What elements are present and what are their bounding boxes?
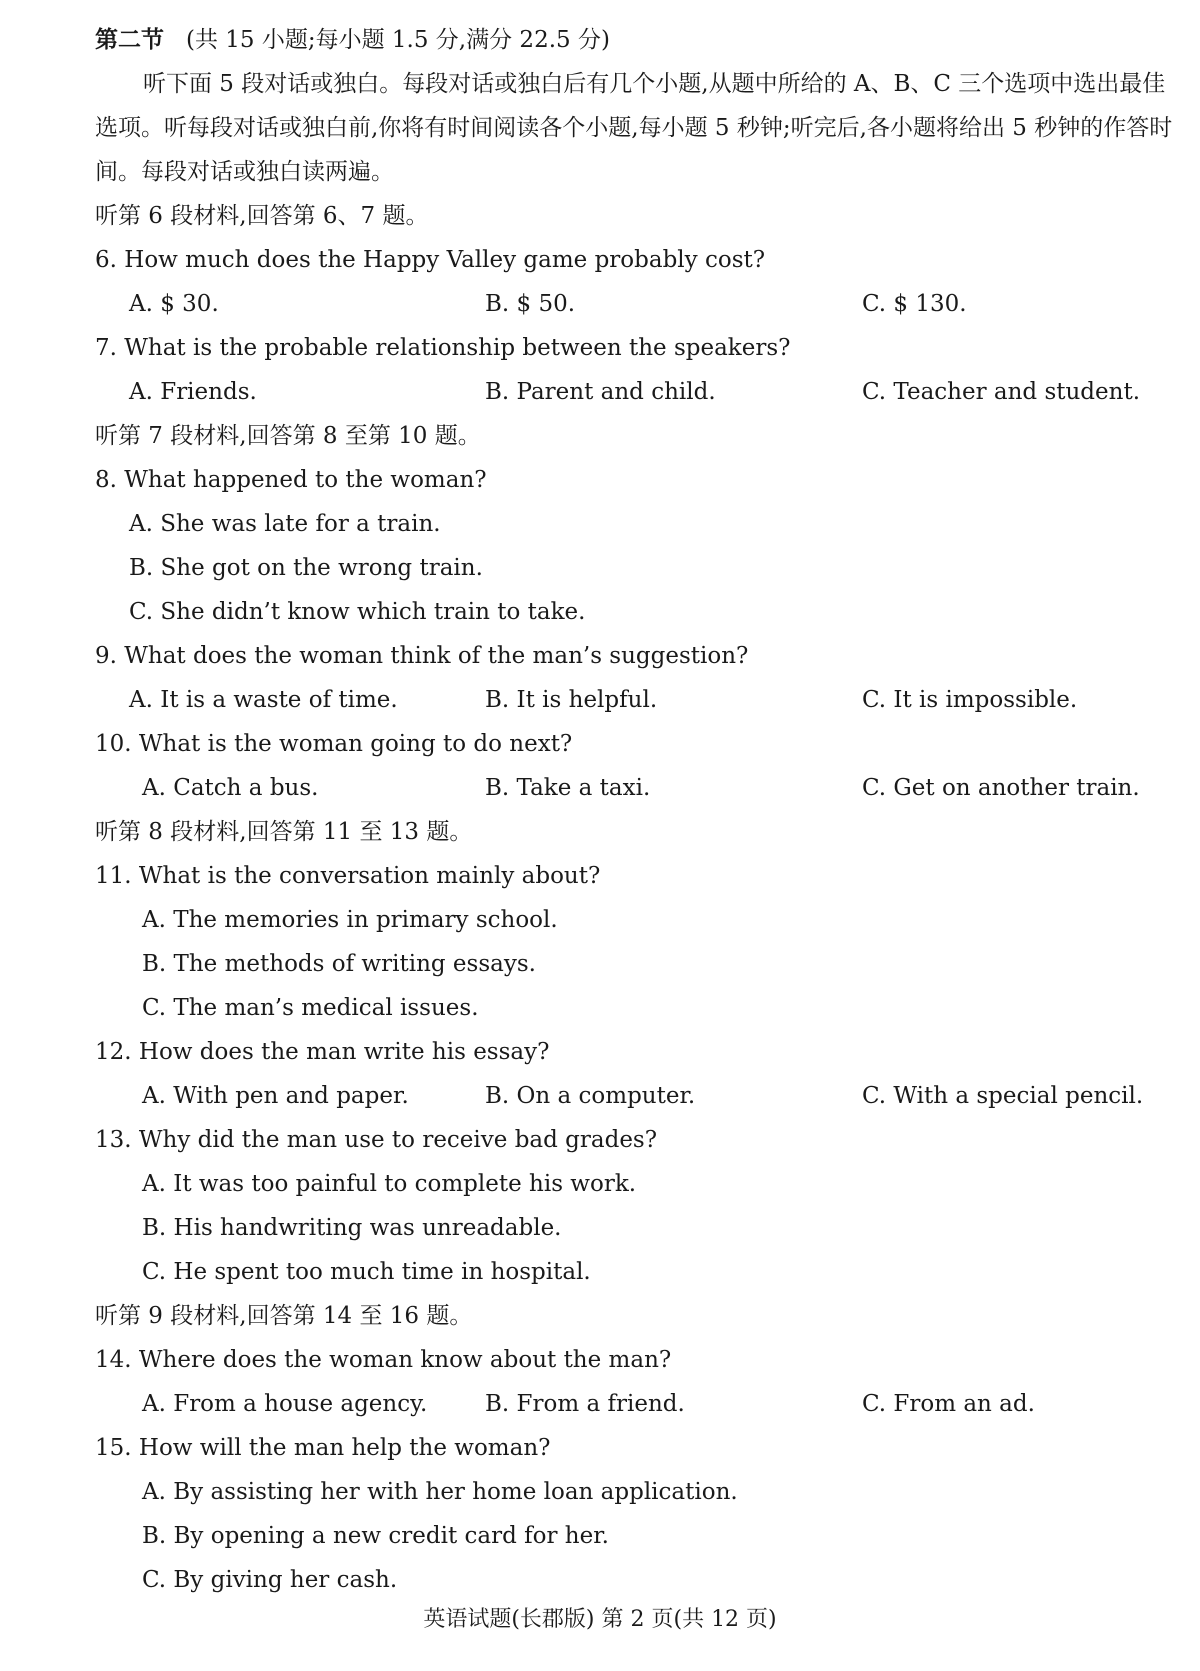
question-stem-9: 9. What does the woman think of the man’s suggestion? (95, 643, 749, 669)
option-a: A. It was too painful to complete his work. (142, 1171, 637, 1197)
option-a: A. Catch a bus. (142, 775, 319, 801)
question-stem-11: 11. What is the conversation mainly about? (95, 863, 601, 889)
option-c: C. Get on another train. (862, 775, 1140, 801)
option-b: B. The methods of writing essays. (142, 951, 536, 977)
group-header: 听第 7 段材料,回答第 8 至第 10 题。 (95, 423, 481, 449)
section-note: (共 15 小题;每小题 1.5 分,满分 22.5 分) (186, 27, 610, 53)
question-options-6 (95, 282, 1175, 326)
option-a: A. By assisting her with her home loan application. (142, 1479, 738, 1505)
option-c: C. He spent too much time in hospital. (142, 1259, 591, 1285)
option-b: B. It is helpful. (485, 687, 658, 713)
page-footer: 英语试题(长郡版) 第 2 页(共 12 页) (423, 1607, 777, 1632)
option-a: A. From a house agency. (142, 1391, 428, 1417)
option-b: B. $ 50. (485, 291, 576, 317)
option-a: A. It is a waste of time. (129, 687, 398, 713)
option-a: A. She was late for a train. (129, 511, 441, 537)
group-header: 听第 9 段材料,回答第 14 至 16 题。 (95, 1303, 473, 1329)
section-title: 第二节 (95, 27, 164, 53)
option-b: B. His handwriting was unreadable. (142, 1215, 562, 1241)
option-c: C. By giving her cash. (142, 1567, 398, 1593)
option-b: B. She got on the wrong train. (129, 555, 483, 581)
option-a: A. The memories in primary school. (142, 907, 558, 933)
option-c: C. It is impossible. (862, 687, 1078, 713)
question-options-14 (95, 1382, 1175, 1426)
question-stem-8: 8. What happened to the woman? (95, 467, 487, 493)
option-b: B. From a friend. (485, 1391, 685, 1417)
option-b: B. Parent and child. (485, 379, 716, 405)
option-c: C. She didn’t know which train to take. (129, 599, 586, 625)
question-stem-15: 15. How will the man help the woman? (95, 1435, 551, 1461)
question-stem-12: 12. How does the man write his essay? (95, 1039, 550, 1065)
option-b: B. On a computer. (485, 1083, 696, 1109)
group-header: 听第 8 段材料,回答第 11 至 13 题。 (95, 819, 473, 845)
option-a: A. Friends. (129, 379, 257, 405)
option-a: A. With pen and paper. (142, 1083, 409, 1109)
option-b: B. Take a taxi. (485, 775, 651, 801)
question-options-12 (95, 1074, 1175, 1118)
option-b: B. By opening a new credit card for her. (142, 1523, 609, 1549)
section-instructions: 听下面 5 段对话或独白。每段对话或独白后有几个小题,从题中所给的 A、B、C 三个选项中选出最佳选项。听每段对话或独白前,你将有时间阅读各个小题,每小题 5 秒钟;听完后,各小题将给出 5 秒钟的作答时间。每段对话或独白读两遍。 (95, 71, 1173, 185)
exam-page (95, 18, 1175, 1602)
question-stem-13: 13. Why did the man use to receive bad grades? (95, 1127, 658, 1153)
question-options-10 (95, 766, 1175, 810)
option-c: C. The man’s medical issues. (142, 995, 479, 1021)
option-c: C. With a special pencil. (862, 1083, 1144, 1109)
option-c: C. From an ad. (862, 1391, 1035, 1417)
question-stem-14: 14. Where does the woman know about the man? (95, 1347, 672, 1373)
question-stem-10: 10. What is the woman going to do next? (95, 731, 573, 757)
question-options-7 (95, 370, 1175, 414)
question-options-9 (95, 678, 1175, 722)
option-c: C. Teacher and student. (862, 379, 1141, 405)
option-c: C. $ 130. (862, 291, 967, 317)
question-stem-7: 7. What is the probable relationship between the speakers? (95, 335, 791, 361)
question-stem-6: 6. How much does the Happy Valley game probably cost? (95, 247, 766, 273)
group-header: 听第 6 段材料,回答第 6、7 题。 (95, 203, 429, 229)
option-a: A. $ 30. (129, 291, 219, 317)
section-heading (95, 18, 1175, 62)
